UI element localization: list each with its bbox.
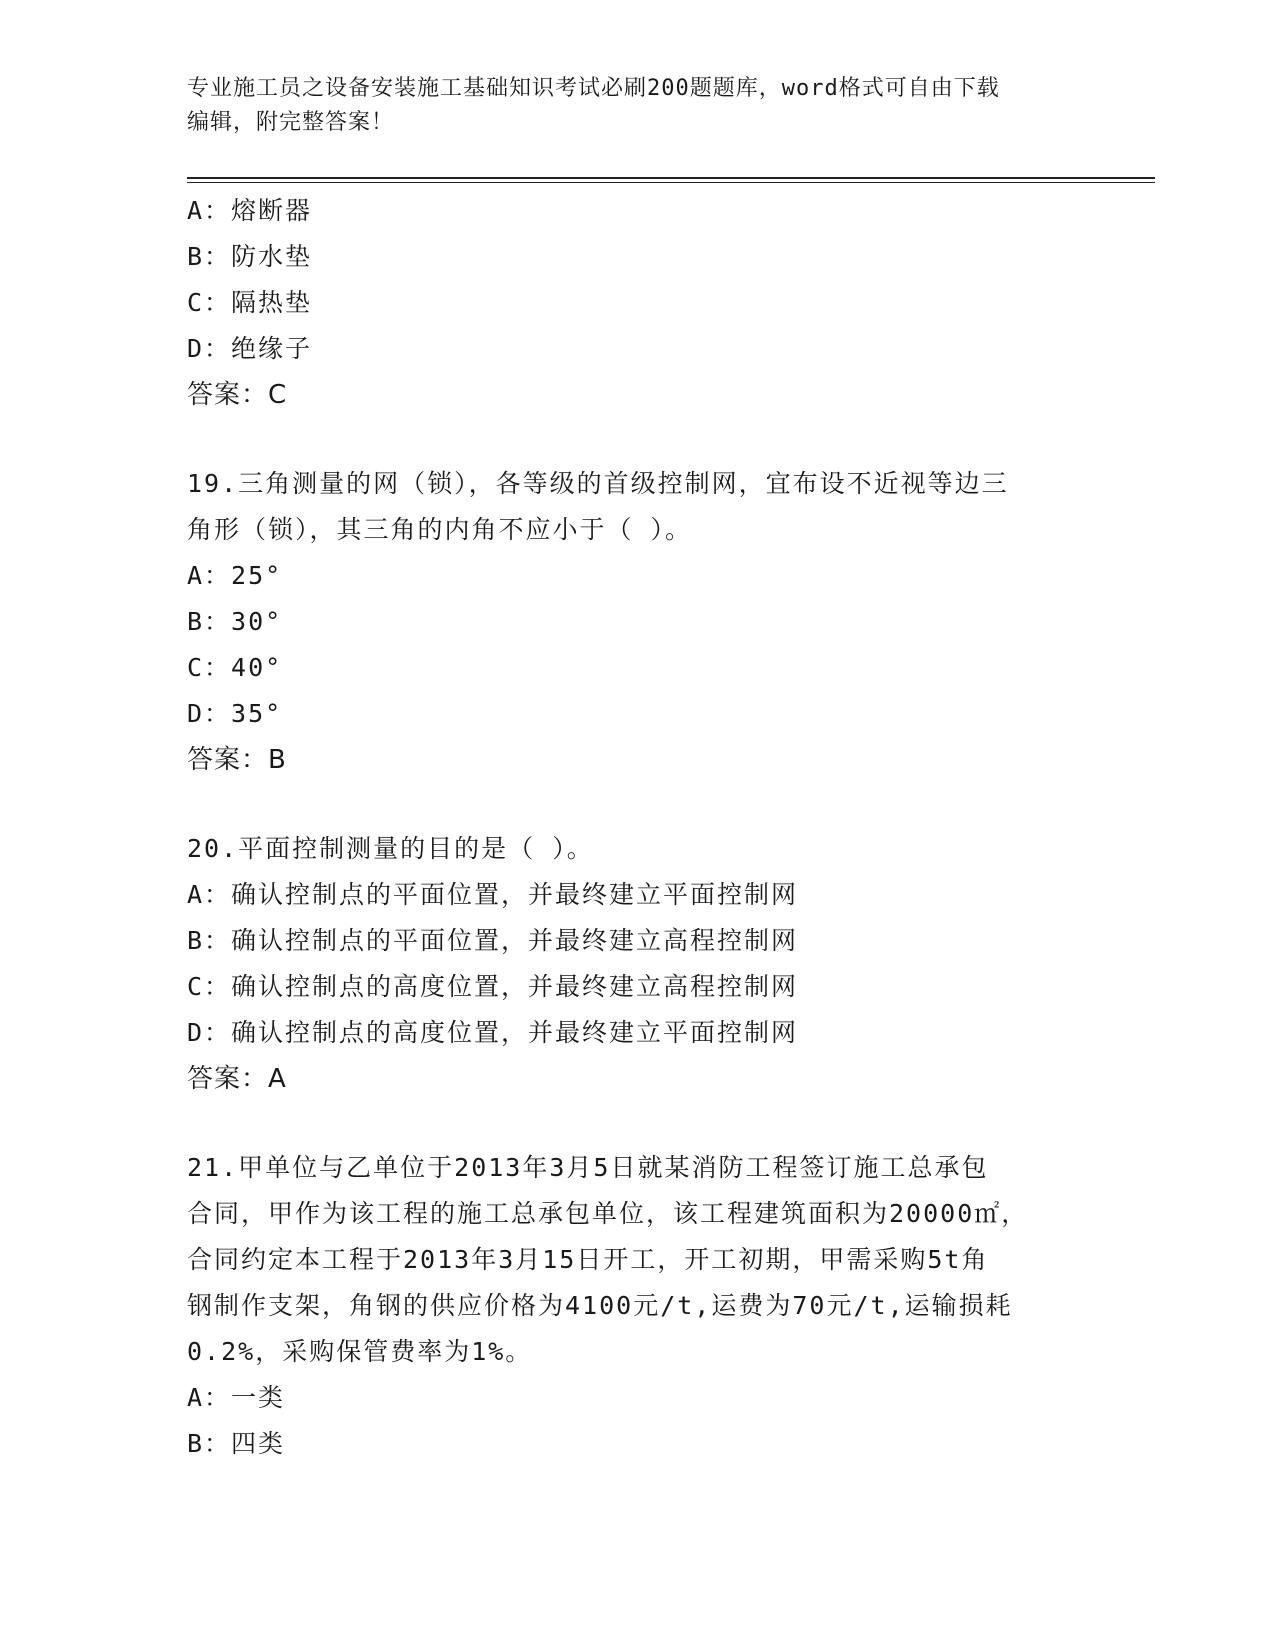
question-text-line: 19.三角测量的网（锁），各等级的首级控制网，宜布设不近视等边三: [187, 469, 1009, 498]
option-d: D：35°: [187, 699, 283, 728]
question-19-block: [187, 461, 1087, 783]
spacer: [187, 783, 1087, 826]
question-text-line: 20.平面控制测量的目的是（ ）。: [187, 834, 594, 863]
question-text-line: 角形（锁），其三角的内角不应小于（ ）。: [187, 515, 693, 544]
document-header: [187, 72, 1087, 140]
question-text-line: 合同约定本工程于2013年3月15日开工，开工初期，甲需采购5t角: [187, 1245, 989, 1274]
option-c: C：确认控制点的高度位置，并最终建立高程控制网: [187, 972, 799, 1001]
header-divider: [187, 177, 1155, 183]
question-text-line: 21.甲单位与乙单位于2013年3月5日就某消防工程签订施工总承包: [187, 1153, 989, 1182]
answer-line: 答案：A: [187, 1064, 287, 1094]
option-c: C：40°: [187, 653, 283, 682]
question-text-line: 0.2%，采购保管费率为1%。: [187, 1337, 533, 1366]
option-d: D：绝缘子: [187, 334, 313, 363]
option-b: B：确认控制点的平面位置，并最终建立高程控制网: [187, 926, 799, 955]
option-b: B：30°: [187, 607, 283, 636]
question-18-block: [187, 188, 1087, 418]
option-b: B：防水垫: [187, 242, 313, 271]
answer-line: 答案：C: [187, 380, 288, 410]
question-21-block: [187, 1145, 1087, 1467]
option-c: C：隔热垫: [187, 288, 313, 317]
question-text-line: 钢制作支架，角钢的供应价格为4100元/t,运费为70元/t,运输损耗: [187, 1291, 1013, 1320]
option-a: A：确认控制点的平面位置，并最终建立平面控制网: [187, 880, 799, 909]
option-a: A：熔断器: [187, 196, 313, 225]
spacer: [187, 418, 1087, 461]
question-20-block: [187, 826, 1087, 1102]
question-text-line: 合同，甲作为该工程的施工总承包单位，该工程建筑面积为20000㎡，: [187, 1199, 1029, 1228]
option-a: A：25°: [187, 561, 283, 590]
header-title-line-1: 专业施工员之设备安装施工基础知识考试必刷200题题库，word格式可自由下载: [187, 76, 1000, 101]
document-body: [187, 188, 1087, 1467]
option-b: B：四类: [187, 1429, 286, 1458]
option-a: A：一类: [187, 1383, 286, 1412]
spacer: [187, 1102, 1087, 1145]
header-title-line-2: 编辑，附完整答案！: [187, 110, 395, 135]
option-d: D：确认控制点的高度位置，并最终建立平面控制网: [187, 1018, 799, 1047]
answer-line: 答案：B: [187, 745, 287, 775]
